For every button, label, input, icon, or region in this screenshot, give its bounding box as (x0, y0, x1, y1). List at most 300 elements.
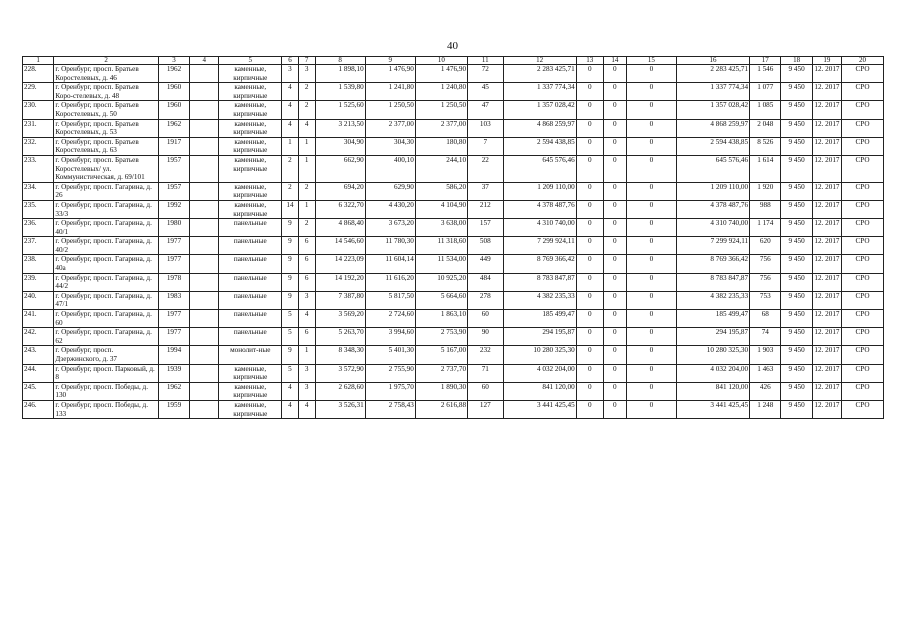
table-row (23, 273, 884, 291)
column-header: 6 (282, 57, 299, 65)
repair-cost-cell: 645 576,46 (503, 155, 576, 182)
year-built-cell: 1983 (158, 291, 189, 309)
total-area-cell: 3 526,31 (315, 400, 365, 418)
repair-cost-cell: 4 868 259,97 (503, 119, 576, 137)
cost-limit-cell: 9 450 (781, 200, 812, 218)
repair-cost-cell: 1 357 028,42 (503, 101, 576, 119)
living-area-cell: 304,30 (365, 137, 415, 155)
living-area-cell: 11 780,30 (365, 237, 415, 255)
cost-limit-cell: 9 450 (781, 155, 812, 182)
entrances-cell: 3 (298, 364, 315, 382)
row-number-cell: 241. (23, 310, 54, 328)
wall-material-cell: панельные (219, 328, 282, 346)
col-15-cell: 0 (626, 328, 676, 346)
living-area-cell: 2 724,60 (365, 310, 415, 328)
unit-cost-cell: 8 526 (750, 137, 781, 155)
table-row (23, 364, 884, 382)
unit-cost-cell: 753 (750, 291, 781, 309)
method-cell: СРО (842, 346, 884, 364)
cost-limit-cell: 9 450 (781, 346, 812, 364)
col-14-cell: 0 (603, 255, 626, 273)
col-14-cell: 0 (603, 155, 626, 182)
col-13-cell: 0 (576, 83, 603, 101)
floors-cell: 9 (282, 291, 299, 309)
repair-cost-cell: 4 378 487,76 (503, 200, 576, 218)
residential-area-cell: 586,20 (415, 182, 467, 200)
residents-cell: 212 (468, 200, 504, 218)
row-number-cell: 234. (23, 182, 54, 200)
deadline-cell: 12. 2017 (812, 364, 841, 382)
residential-area-cell: 3 638,00 (415, 219, 467, 237)
address-cell: г. Оренбург, просп. Братьев Коростелевых/ ул. Коммунистическая, д. 69/101 (54, 155, 158, 182)
cost-limit-cell: 9 450 (781, 65, 812, 83)
page-number: 40 (447, 40, 458, 52)
col-15-cell: 0 (626, 346, 676, 364)
column-header: 7 (298, 57, 315, 65)
residential-area-cell: 1 890,30 (415, 382, 467, 400)
method-cell: СРО (842, 101, 884, 119)
cost-limit-cell: 9 450 (781, 291, 812, 309)
col-15-cell: 0 (626, 364, 676, 382)
cost-limit-cell: 9 450 (781, 273, 812, 291)
col-13-cell: 0 (576, 65, 603, 83)
year-built-cell: 1959 (158, 400, 189, 418)
row-number-cell: 230. (23, 101, 54, 119)
repair-cost-total-cell: 4 310 740,00 (676, 219, 749, 237)
residents-cell: 90 (468, 328, 504, 346)
repair-cost-total-cell: 4 378 487,76 (676, 200, 749, 218)
row-number-cell: 231. (23, 119, 54, 137)
residential-area-cell: 10 925,20 (415, 273, 467, 291)
col-13-cell: 0 (576, 101, 603, 119)
col-4-cell (190, 219, 219, 237)
cost-limit-cell: 9 450 (781, 137, 812, 155)
repair-cost-total-cell: 4 032 204,00 (676, 364, 749, 382)
residents-cell: 232 (468, 346, 504, 364)
entrances-cell: 2 (298, 83, 315, 101)
col-15-cell: 0 (626, 400, 676, 418)
col-14-cell: 0 (603, 101, 626, 119)
address-cell: г. Оренбург, просп. Братьев Коро-стелевых, д. 48 (54, 83, 158, 101)
table-row (23, 200, 884, 218)
residents-cell: 60 (468, 382, 504, 400)
address-cell: г. Оренбург, просп. Победы, д. 133 (54, 400, 158, 418)
residents-cell: 7 (468, 137, 504, 155)
floors-cell: 4 (282, 382, 299, 400)
column-number-row (23, 57, 884, 65)
repair-cost-cell: 8 769 366,42 (503, 255, 576, 273)
col-13-cell: 0 (576, 119, 603, 137)
col-13-cell: 0 (576, 155, 603, 182)
method-cell: СРО (842, 400, 884, 418)
cost-limit-cell: 9 450 (781, 310, 812, 328)
floors-cell: 5 (282, 364, 299, 382)
repair-cost-total-cell: 2 283 425,71 (676, 65, 749, 83)
year-built-cell: 1994 (158, 346, 189, 364)
total-area-cell: 1 525,60 (315, 101, 365, 119)
unit-cost-cell: 1 546 (750, 65, 781, 83)
address-cell: г. Оренбург, просп. Братьев Коростелевых, д. 46 (54, 65, 158, 83)
col-15-cell: 0 (626, 219, 676, 237)
repair-cost-cell: 8 783 847,87 (503, 273, 576, 291)
wall-material-cell: каменные, кирпичные (219, 101, 282, 119)
col-14-cell: 0 (603, 219, 626, 237)
entrances-cell: 6 (298, 255, 315, 273)
deadline-cell: 12. 2017 (812, 101, 841, 119)
residential-area-cell: 180,80 (415, 137, 467, 155)
repair-cost-total-cell: 294 195,87 (676, 328, 749, 346)
residents-cell: 45 (468, 83, 504, 101)
col-14-cell: 0 (603, 382, 626, 400)
address-cell: г. Оренбург, просп. Парковый, д. 8 (54, 364, 158, 382)
repair-cost-total-cell: 4 868 259,97 (676, 119, 749, 137)
residential-area-cell: 1 250,50 (415, 101, 467, 119)
col-15-cell: 0 (626, 119, 676, 137)
method-cell: СРО (842, 200, 884, 218)
repair-cost-cell: 841 120,00 (503, 382, 576, 400)
wall-material-cell: каменные, кирпичные (219, 182, 282, 200)
total-area-cell: 694,20 (315, 182, 365, 200)
total-area-cell: 6 322,70 (315, 200, 365, 218)
residents-cell: 484 (468, 273, 504, 291)
year-built-cell: 1939 (158, 364, 189, 382)
wall-material-cell: панельные (219, 273, 282, 291)
col-14-cell: 0 (603, 65, 626, 83)
repair-cost-cell: 3 441 425,45 (503, 400, 576, 418)
unit-cost-cell: 1 903 (750, 346, 781, 364)
col-14-cell: 0 (603, 291, 626, 309)
unit-cost-cell: 426 (750, 382, 781, 400)
method-cell: СРО (842, 83, 884, 101)
residential-area-cell: 11 318,60 (415, 237, 467, 255)
repair-cost-total-cell: 3 441 425,45 (676, 400, 749, 418)
entrances-cell: 4 (298, 400, 315, 418)
entrances-cell: 6 (298, 273, 315, 291)
col-13-cell: 0 (576, 200, 603, 218)
method-cell: СРО (842, 155, 884, 182)
floors-cell: 5 (282, 310, 299, 328)
column-header: 17 (750, 57, 781, 65)
table-row (23, 328, 884, 346)
year-built-cell: 1977 (158, 237, 189, 255)
col-13-cell: 0 (576, 219, 603, 237)
year-built-cell: 1957 (158, 155, 189, 182)
residents-cell: 47 (468, 101, 504, 119)
total-area-cell: 7 387,80 (315, 291, 365, 309)
total-area-cell: 14 223,09 (315, 255, 365, 273)
residential-area-cell: 1 240,80 (415, 83, 467, 101)
deadline-cell: 12. 2017 (812, 400, 841, 418)
repair-cost-total-cell: 2 594 438,85 (676, 137, 749, 155)
col-4-cell (190, 119, 219, 137)
unit-cost-cell: 1 085 (750, 101, 781, 119)
table-row (23, 101, 884, 119)
year-built-cell: 1980 (158, 219, 189, 237)
wall-material-cell: панельные (219, 219, 282, 237)
col-13-cell: 0 (576, 255, 603, 273)
year-built-cell: 1960 (158, 83, 189, 101)
residents-cell: 22 (468, 155, 504, 182)
col-13-cell: 0 (576, 328, 603, 346)
deadline-cell: 12. 2017 (812, 219, 841, 237)
residential-area-cell: 2 377,00 (415, 119, 467, 137)
col-4-cell (190, 382, 219, 400)
table-row (23, 382, 884, 400)
method-cell: СРО (842, 328, 884, 346)
floors-cell: 1 (282, 137, 299, 155)
year-built-cell: 1962 (158, 119, 189, 137)
housing-repair-table (22, 56, 884, 419)
living-area-cell: 5 817,50 (365, 291, 415, 309)
residents-cell: 103 (468, 119, 504, 137)
total-area-cell: 3 572,90 (315, 364, 365, 382)
cost-limit-cell: 9 450 (781, 119, 812, 137)
method-cell: СРО (842, 255, 884, 273)
col-4-cell (190, 237, 219, 255)
column-header: 3 (158, 57, 189, 65)
col-15-cell: 0 (626, 237, 676, 255)
total-area-cell: 14 192,20 (315, 273, 365, 291)
address-cell: г. Оренбург, просп. Гагарина, д. 40/1 (54, 219, 158, 237)
table-row (23, 137, 884, 155)
entrances-cell: 2 (298, 219, 315, 237)
row-number-cell: 228. (23, 65, 54, 83)
living-area-cell: 4 430,20 (365, 200, 415, 218)
year-built-cell: 1960 (158, 101, 189, 119)
column-header: 11 (468, 57, 504, 65)
residential-area-cell: 2 616,88 (415, 400, 467, 418)
living-area-cell: 3 994,60 (365, 328, 415, 346)
col-4-cell (190, 83, 219, 101)
deadline-cell: 12. 2017 (812, 137, 841, 155)
living-area-cell: 2 755,90 (365, 364, 415, 382)
unit-cost-cell: 988 (750, 200, 781, 218)
year-built-cell: 1957 (158, 182, 189, 200)
method-cell: СРО (842, 237, 884, 255)
total-area-cell: 14 546,60 (315, 237, 365, 255)
deadline-cell: 12. 2017 (812, 255, 841, 273)
floors-cell: 9 (282, 219, 299, 237)
living-area-cell: 1 241,80 (365, 83, 415, 101)
floors-cell: 9 (282, 273, 299, 291)
residents-cell: 449 (468, 255, 504, 273)
column-header: 12 (503, 57, 576, 65)
col-4-cell (190, 101, 219, 119)
year-built-cell: 1978 (158, 273, 189, 291)
deadline-cell: 12. 2017 (812, 273, 841, 291)
residents-cell: 60 (468, 310, 504, 328)
cost-limit-cell: 9 450 (781, 364, 812, 382)
living-area-cell: 1 250,50 (365, 101, 415, 119)
cost-limit-cell: 9 450 (781, 182, 812, 200)
floors-cell: 3 (282, 65, 299, 83)
entrances-cell: 6 (298, 237, 315, 255)
repair-cost-cell: 4 310 740,00 (503, 219, 576, 237)
repair-cost-total-cell: 1 357 028,42 (676, 101, 749, 119)
col-14-cell: 0 (603, 137, 626, 155)
repair-cost-cell: 10 280 325,30 (503, 346, 576, 364)
deadline-cell: 12. 2017 (812, 119, 841, 137)
deadline-cell: 12. 2017 (812, 155, 841, 182)
deadline-cell: 12. 2017 (812, 182, 841, 200)
row-number-cell: 239. (23, 273, 54, 291)
wall-material-cell: монолит-ные (219, 346, 282, 364)
row-number-cell: 233. (23, 155, 54, 182)
address-cell: г. Оренбург, просп. Братьев Коростелевых, д. 53 (54, 119, 158, 137)
year-built-cell: 1992 (158, 200, 189, 218)
residential-area-cell: 244,10 (415, 155, 467, 182)
col-14-cell: 0 (603, 237, 626, 255)
wall-material-cell: каменные, кирпичные (219, 137, 282, 155)
total-area-cell: 304,90 (315, 137, 365, 155)
total-area-cell: 4 868,40 (315, 219, 365, 237)
year-built-cell: 1962 (158, 65, 189, 83)
address-cell: г. Оренбург, просп. Гагарина, д. 60 (54, 310, 158, 328)
address-cell: г. Оренбург, просп. Гагарина, д. 62 (54, 328, 158, 346)
col-14-cell: 0 (603, 273, 626, 291)
col-15-cell: 0 (626, 182, 676, 200)
living-area-cell: 11 616,20 (365, 273, 415, 291)
col-13-cell: 0 (576, 346, 603, 364)
residents-cell: 71 (468, 364, 504, 382)
row-number-cell: 236. (23, 219, 54, 237)
entrances-cell: 1 (298, 346, 315, 364)
repair-cost-cell: 2 283 425,71 (503, 65, 576, 83)
deadline-cell: 12. 2017 (812, 65, 841, 83)
column-header: 5 (219, 57, 282, 65)
wall-material-cell: панельные (219, 291, 282, 309)
col-15-cell: 0 (626, 310, 676, 328)
wall-material-cell: каменные, кирпичные (219, 155, 282, 182)
deadline-cell: 12. 2017 (812, 237, 841, 255)
column-header: 1 (23, 57, 54, 65)
col-4-cell (190, 137, 219, 155)
total-area-cell: 1 539,80 (315, 83, 365, 101)
address-cell: г. Оренбург, просп. Гагарина, д. 26 (54, 182, 158, 200)
total-area-cell: 1 898,10 (315, 65, 365, 83)
cost-limit-cell: 9 450 (781, 400, 812, 418)
table-row (23, 83, 884, 101)
repair-cost-total-cell: 1 337 774,34 (676, 83, 749, 101)
residential-area-cell: 1 476,90 (415, 65, 467, 83)
unit-cost-cell: 2 048 (750, 119, 781, 137)
table-row (23, 255, 884, 273)
residents-cell: 72 (468, 65, 504, 83)
floors-cell: 9 (282, 237, 299, 255)
row-number-cell: 240. (23, 291, 54, 309)
total-area-cell: 8 348,30 (315, 346, 365, 364)
floors-cell: 14 (282, 200, 299, 218)
method-cell: СРО (842, 291, 884, 309)
column-header: 15 (626, 57, 676, 65)
repair-cost-total-cell: 10 280 325,30 (676, 346, 749, 364)
entrances-cell: 1 (298, 137, 315, 155)
col-15-cell: 0 (626, 137, 676, 155)
col-4-cell (190, 65, 219, 83)
repair-cost-cell: 4 382 235,33 (503, 291, 576, 309)
col-4-cell (190, 200, 219, 218)
deadline-cell: 12. 2017 (812, 346, 841, 364)
col-13-cell: 0 (576, 182, 603, 200)
living-area-cell: 629,90 (365, 182, 415, 200)
method-cell: СРО (842, 219, 884, 237)
address-cell: г. Оренбург, просп. Победы, д. 130 (54, 382, 158, 400)
row-number-cell: 237. (23, 237, 54, 255)
table-row (23, 291, 884, 309)
col-4-cell (190, 400, 219, 418)
col-15-cell: 0 (626, 273, 676, 291)
residential-area-cell: 2 753,90 (415, 328, 467, 346)
col-14-cell: 0 (603, 400, 626, 418)
column-header: 10 (415, 57, 467, 65)
residents-cell: 37 (468, 182, 504, 200)
col-14-cell: 0 (603, 200, 626, 218)
unit-cost-cell: 1 463 (750, 364, 781, 382)
col-13-cell: 0 (576, 291, 603, 309)
address-cell: г. Оренбург, просп. Братьев Коростелевых, д. 50 (54, 101, 158, 119)
address-cell: г. Оренбург, просп. Дзержинского, д. 37 (54, 346, 158, 364)
col-15-cell: 0 (626, 155, 676, 182)
method-cell: СРО (842, 65, 884, 83)
wall-material-cell: каменные, кирпичные (219, 119, 282, 137)
repair-cost-total-cell: 645 576,46 (676, 155, 749, 182)
unit-cost-cell: 756 (750, 273, 781, 291)
col-13-cell: 0 (576, 273, 603, 291)
cost-limit-cell: 9 450 (781, 83, 812, 101)
col-14-cell: 0 (603, 119, 626, 137)
entrances-cell: 4 (298, 310, 315, 328)
entrances-cell: 4 (298, 119, 315, 137)
floors-cell: 5 (282, 328, 299, 346)
method-cell: СРО (842, 182, 884, 200)
wall-material-cell: панельные (219, 237, 282, 255)
cost-limit-cell: 9 450 (781, 382, 812, 400)
address-cell: г. Оренбург, просп. Гагарина, д. 47/1 (54, 291, 158, 309)
col-13-cell: 0 (576, 137, 603, 155)
residential-area-cell: 5 167,00 (415, 346, 467, 364)
entrances-cell: 1 (298, 155, 315, 182)
unit-cost-cell: 1 174 (750, 219, 781, 237)
column-header: 9 (365, 57, 415, 65)
address-cell: г. Оренбург, просп. Гагарина, д. 40/2 (54, 237, 158, 255)
unit-cost-cell: 756 (750, 255, 781, 273)
col-15-cell: 0 (626, 65, 676, 83)
total-area-cell: 662,90 (315, 155, 365, 182)
col-4-cell (190, 364, 219, 382)
unit-cost-cell: 1 920 (750, 182, 781, 200)
column-header: 16 (676, 57, 749, 65)
col-14-cell: 0 (603, 83, 626, 101)
floors-cell: 4 (282, 400, 299, 418)
deadline-cell: 12. 2017 (812, 382, 841, 400)
row-number-cell: 246. (23, 400, 54, 418)
year-built-cell: 1977 (158, 255, 189, 273)
column-header: 19 (812, 57, 841, 65)
col-4-cell (190, 273, 219, 291)
entrances-cell: 3 (298, 291, 315, 309)
total-area-cell: 3 569,20 (315, 310, 365, 328)
row-number-cell: 242. (23, 328, 54, 346)
col-15-cell: 0 (626, 382, 676, 400)
row-number-cell: 232. (23, 137, 54, 155)
col-14-cell: 0 (603, 328, 626, 346)
repair-cost-total-cell: 8 783 847,87 (676, 273, 749, 291)
method-cell: СРО (842, 137, 884, 155)
wall-material-cell: каменные, кирпичные (219, 364, 282, 382)
table-row (23, 155, 884, 182)
table-row (23, 182, 884, 200)
unit-cost-cell: 620 (750, 237, 781, 255)
